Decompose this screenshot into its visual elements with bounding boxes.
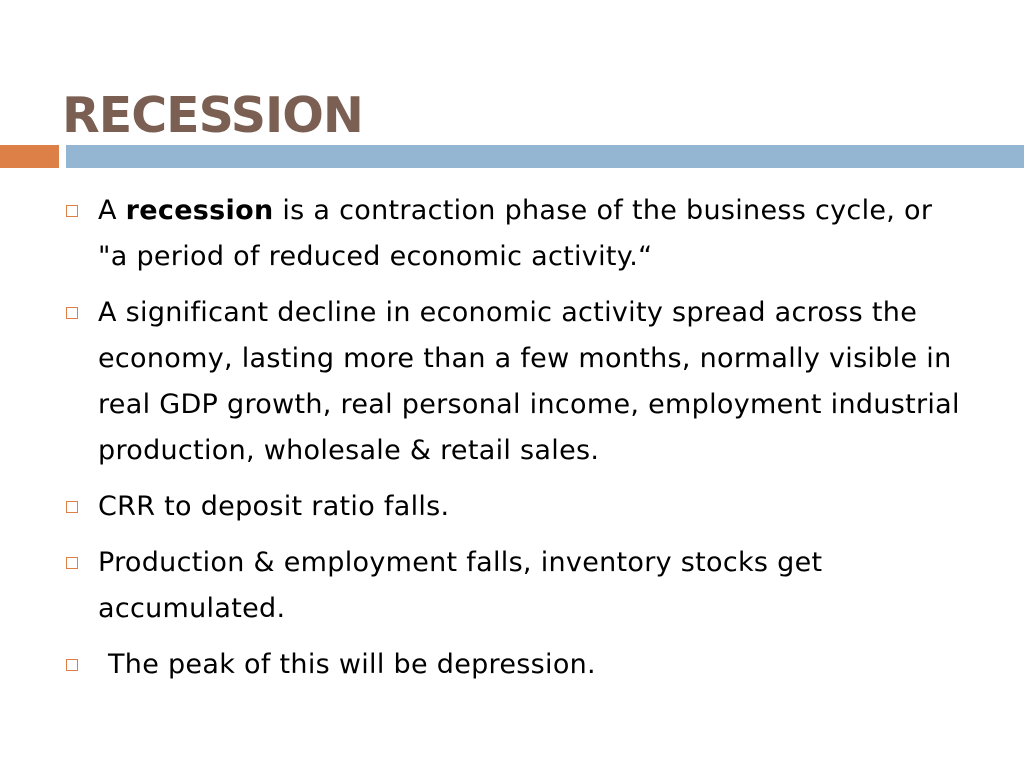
bullet-list	[62, 188, 962, 698]
bullet-item-5	[62, 642, 962, 688]
bullet-item-2	[62, 290, 962, 474]
square-outline-icon	[66, 659, 78, 671]
square-outline-icon	[66, 501, 78, 513]
title-accent-bar	[0, 145, 59, 168]
bullet-5-text: The peak of this will be depression.	[108, 649, 596, 680]
slide-title: RECESSION	[62, 87, 363, 144]
square-outline-icon	[66, 307, 78, 319]
bullet-2-text: A significant decline in economic activity spread across the economy, lasting more than a few months, normally visible in real GDP growth, real personal income, employment industrial production, wholesale & retail sales.	[98, 297, 960, 466]
square-outline-icon	[66, 205, 78, 217]
bullet-item-3	[62, 484, 962, 530]
bullet-item-1	[62, 188, 962, 280]
bullet-1-bold-term: recession	[125, 195, 274, 226]
bullet-1-text: is a contraction phase of the business cycle, or "a period of reduced economic activity.“	[98, 195, 933, 272]
title-underline-bar	[66, 145, 1024, 168]
square-outline-icon	[66, 557, 78, 569]
bullet-4-text: Production & employment falls, inventory stocks get accumulated.	[98, 547, 823, 624]
bullet-item-4	[62, 540, 962, 632]
bullet-1-prefix: A	[98, 195, 126, 226]
bullet-3-text: CRR to deposit ratio falls.	[98, 491, 450, 522]
